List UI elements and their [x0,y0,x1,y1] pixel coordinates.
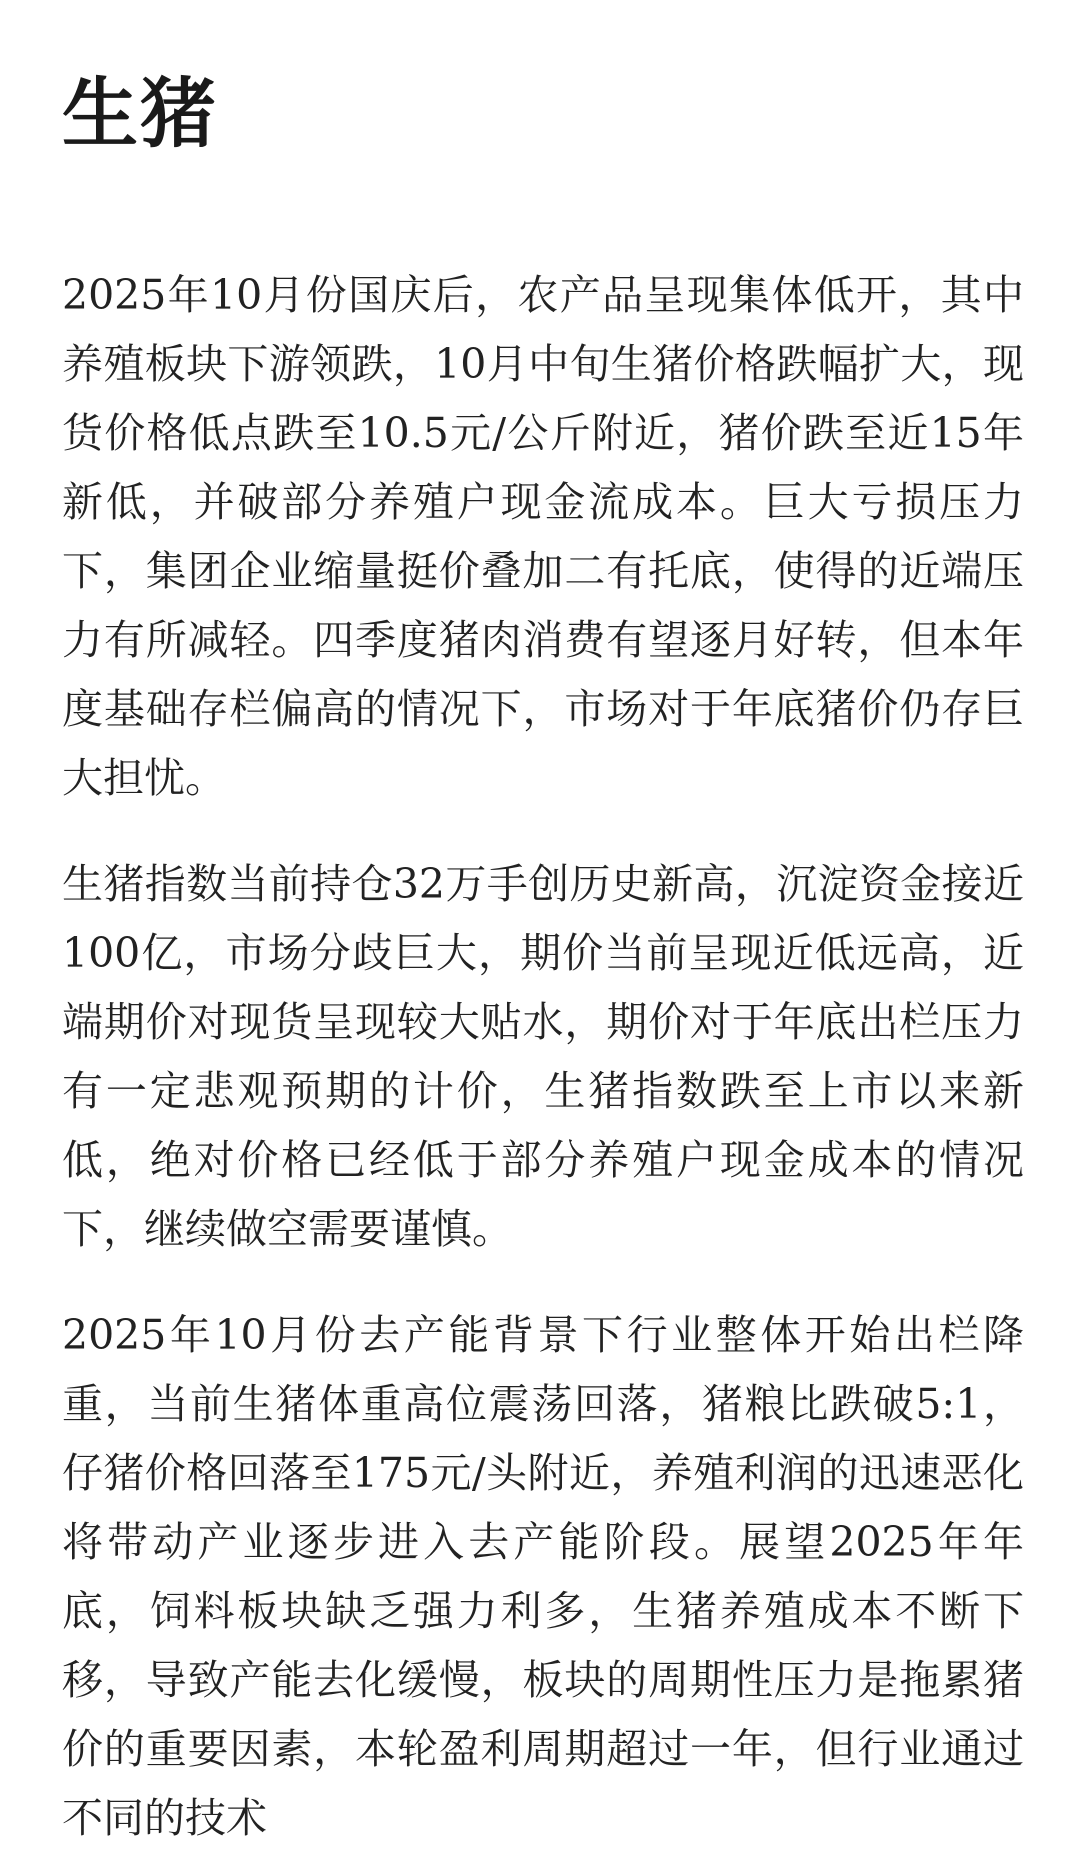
article-paragraph: 生猪指数当前持仓32万手创历史新高，沉淀资金接近100亿，市场分歧巨大，期价当前呈现近低远高，近端期价对现货呈现较大贴水，期价对于年底出栏压力有一定悲观预期的计价，生猪指数跌至上市以来新低，绝对价格已经低于部分养殖户现金成本的情况下，继续做空需要谨慎。 [62,860,1024,1253]
article-title: 生猪 [62,69,218,158]
article-paragraph: 2025年10月份去产能背景下行业整体开始出栏降重，当前生猪体重高位震荡回落，猪粮比跌破5:1，仔猪价格回落至175元/头附近，养殖利润的迅速恶化将带动产业逐步进入去产能阶段。展望2025年年底，饲料板块缺乏强力利多，生猪养殖成本不断下移，导致产能去化缓慢，板块的周期性压力是拖累猪价的重要因素，本轮盈利周期超过一年，但行业通过不同的技术 [62,1311,1024,1842]
article-paragraph: 2025年10月份国庆后，农产品呈现集体低开，其中养殖板块下游领跌，10月中旬生猪价格跌幅扩大，现货价格低点跌至10.5元/公斤附近，猪价跌至近15年新低，并破部分养殖户现金流成本。巨大亏损压力下，集团企业缩量挺价叠加二有托底，使得的近端压力有所减轻。四季度猪肉消费有望逐月好转，但本年度基础存栏偏高的情况下，市场对于年底猪价仍存巨大担忧。 [62,271,1024,802]
article [62,58,1024,1853]
